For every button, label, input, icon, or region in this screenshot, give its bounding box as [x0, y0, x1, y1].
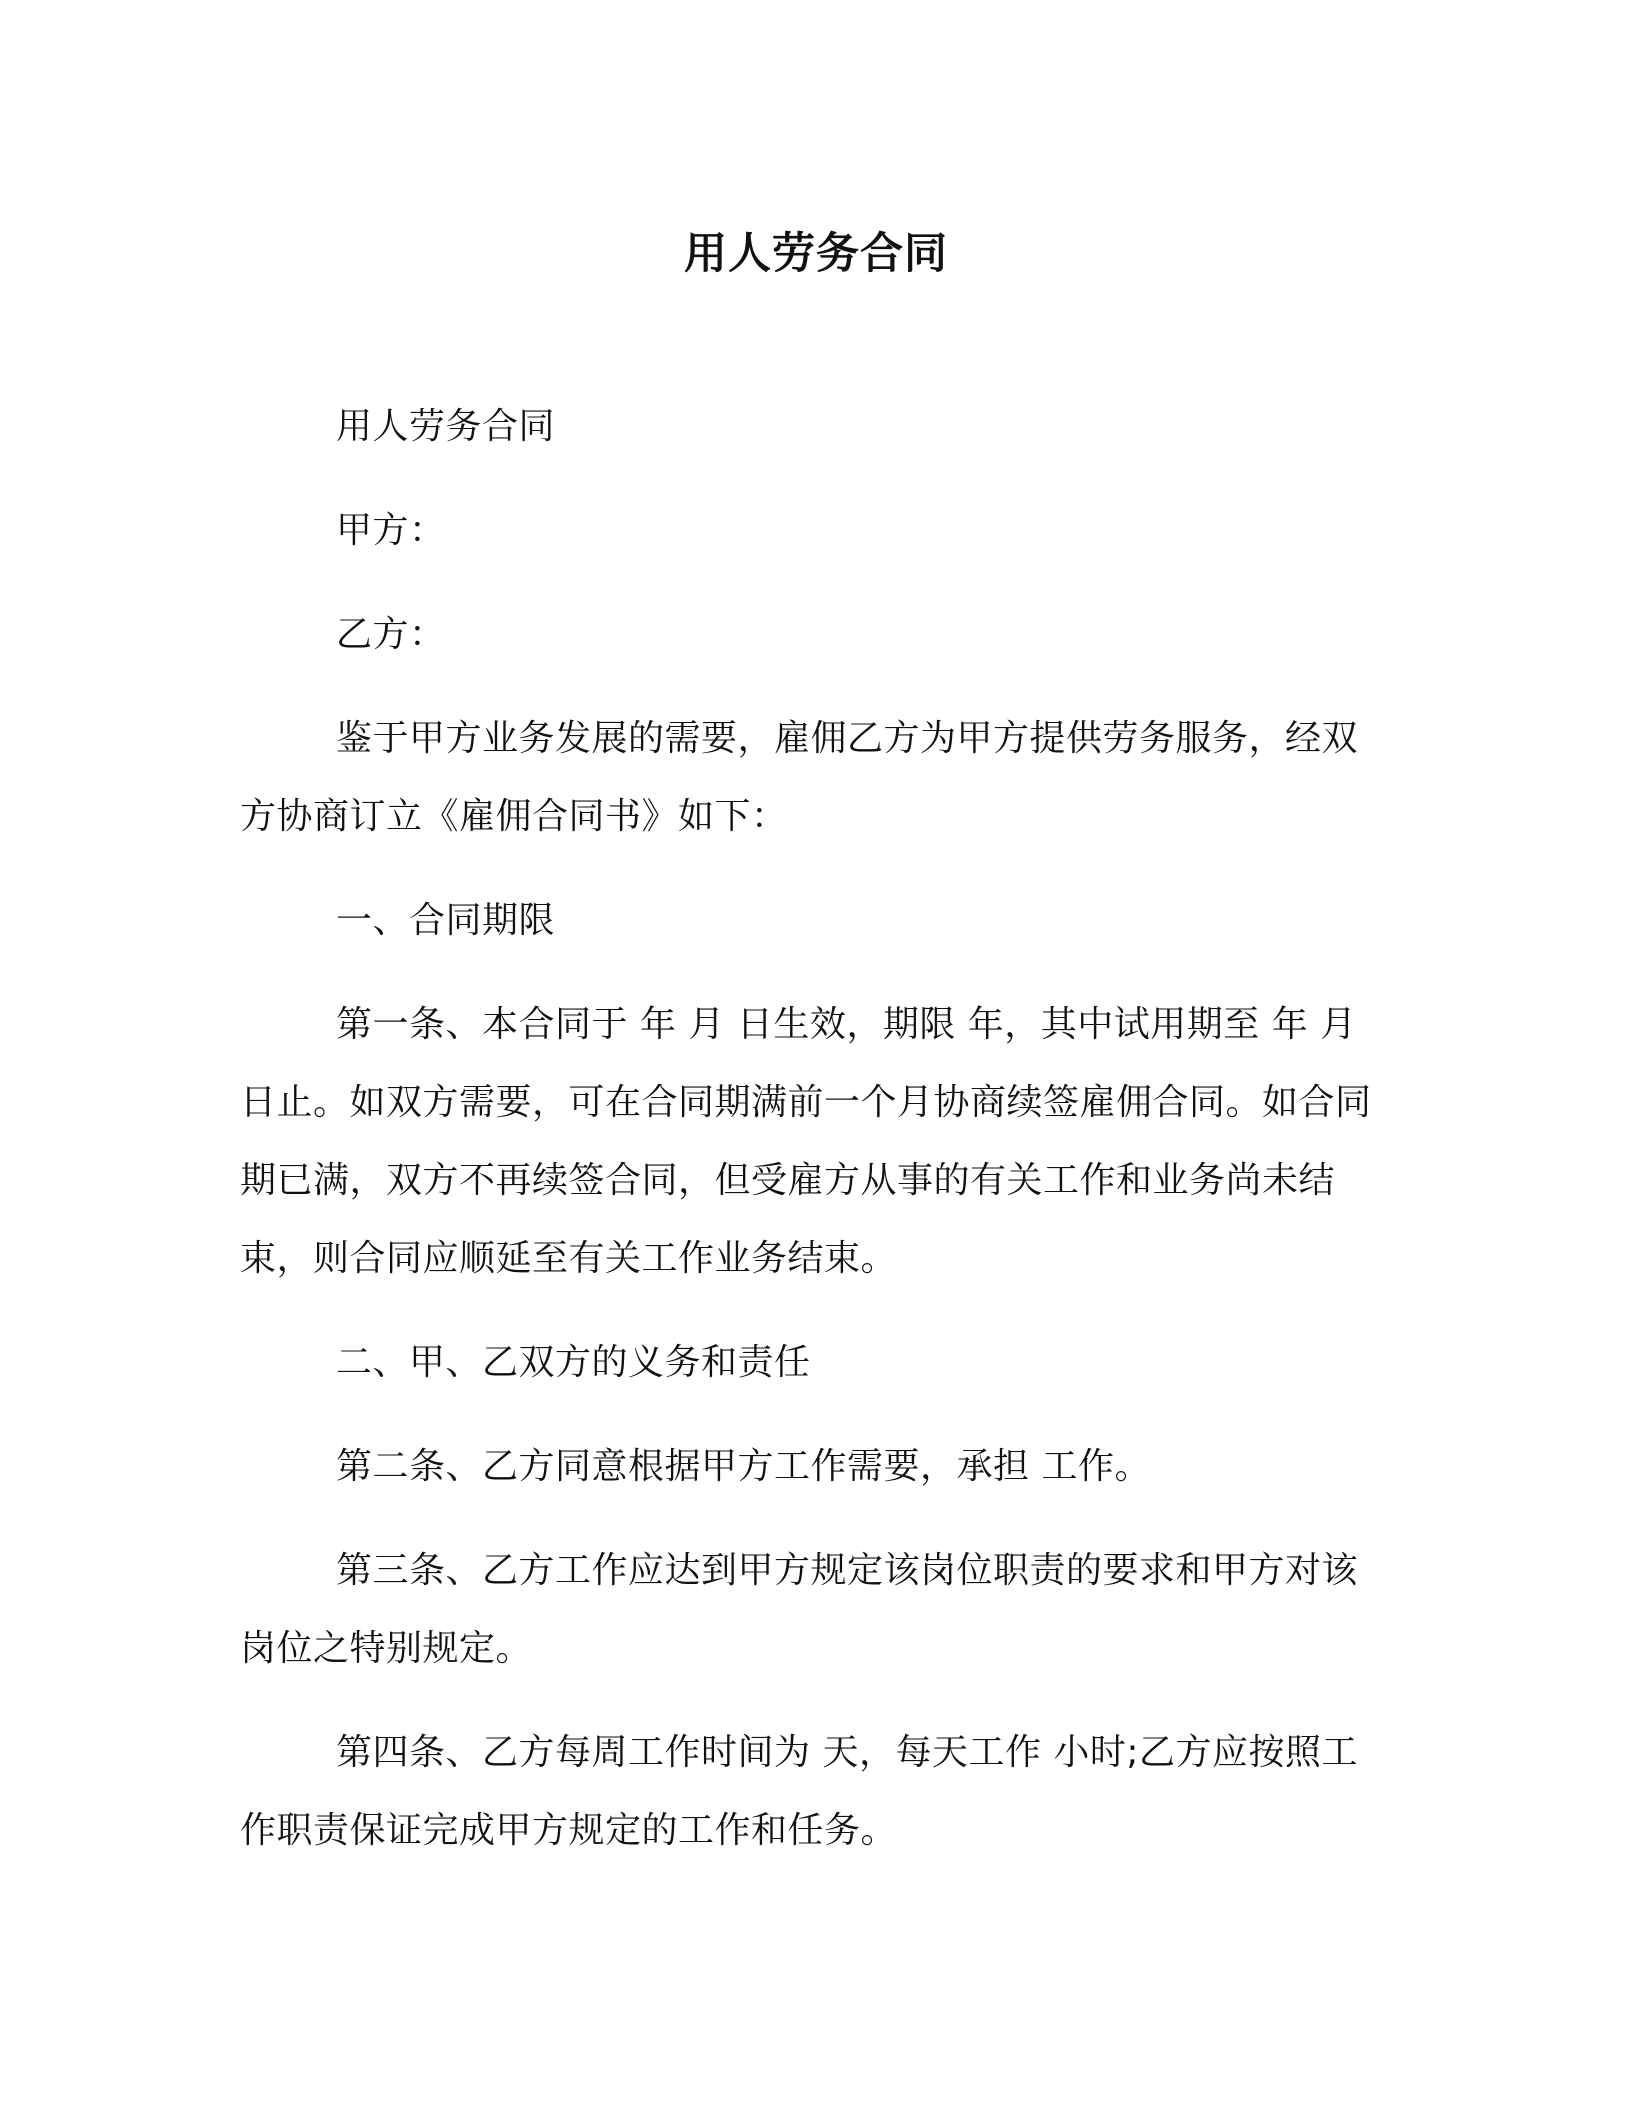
article-4-paragraph: 第四条、乙方每周工作时间为 天，每天工作 小时;乙方应按照工作职责保证完成甲方规定的工作和任务。: [240, 1732, 1359, 1851]
party-a-field: 甲方：: [336, 510, 446, 551]
party-b-field: 乙方：: [336, 614, 446, 655]
article-3-paragraph: 第三条、乙方工作应达到甲方规定该岗位职责的要求和甲方对该岗位之特别规定。: [240, 1550, 1359, 1669]
document-body: [240, 388, 1380, 1896]
section-heading-obligations: 二、甲、乙双方的义务和责任: [336, 1342, 811, 1383]
article-1-paragraph: 第一条、本合同于 年 月 日生效，期限 年，其中试用期至 年 月 日止。如双方需要，可在合同期满前一个月协商续签雇佣合同。如合同期已满，双方不再续签合同，但受雇方从事的有关工作和业务尚未结束，则合同应顺延至有关工作业务结束。: [240, 1004, 1372, 1279]
paragraph-heading-repeat: 用人劳务合同: [336, 406, 556, 447]
article-2-paragraph: 第二条、乙方同意根据甲方工作需要，承担 工作。: [336, 1446, 1151, 1487]
document-title: 用人劳务合同: [684, 229, 948, 279]
preamble-paragraph: 鉴于甲方业务发展的需要，雇佣乙方为甲方提供劳务服务，经双方协商订立《雇佣合同书》如下：: [240, 718, 1359, 837]
section-heading-contract-term: 一、合同期限: [336, 900, 556, 941]
